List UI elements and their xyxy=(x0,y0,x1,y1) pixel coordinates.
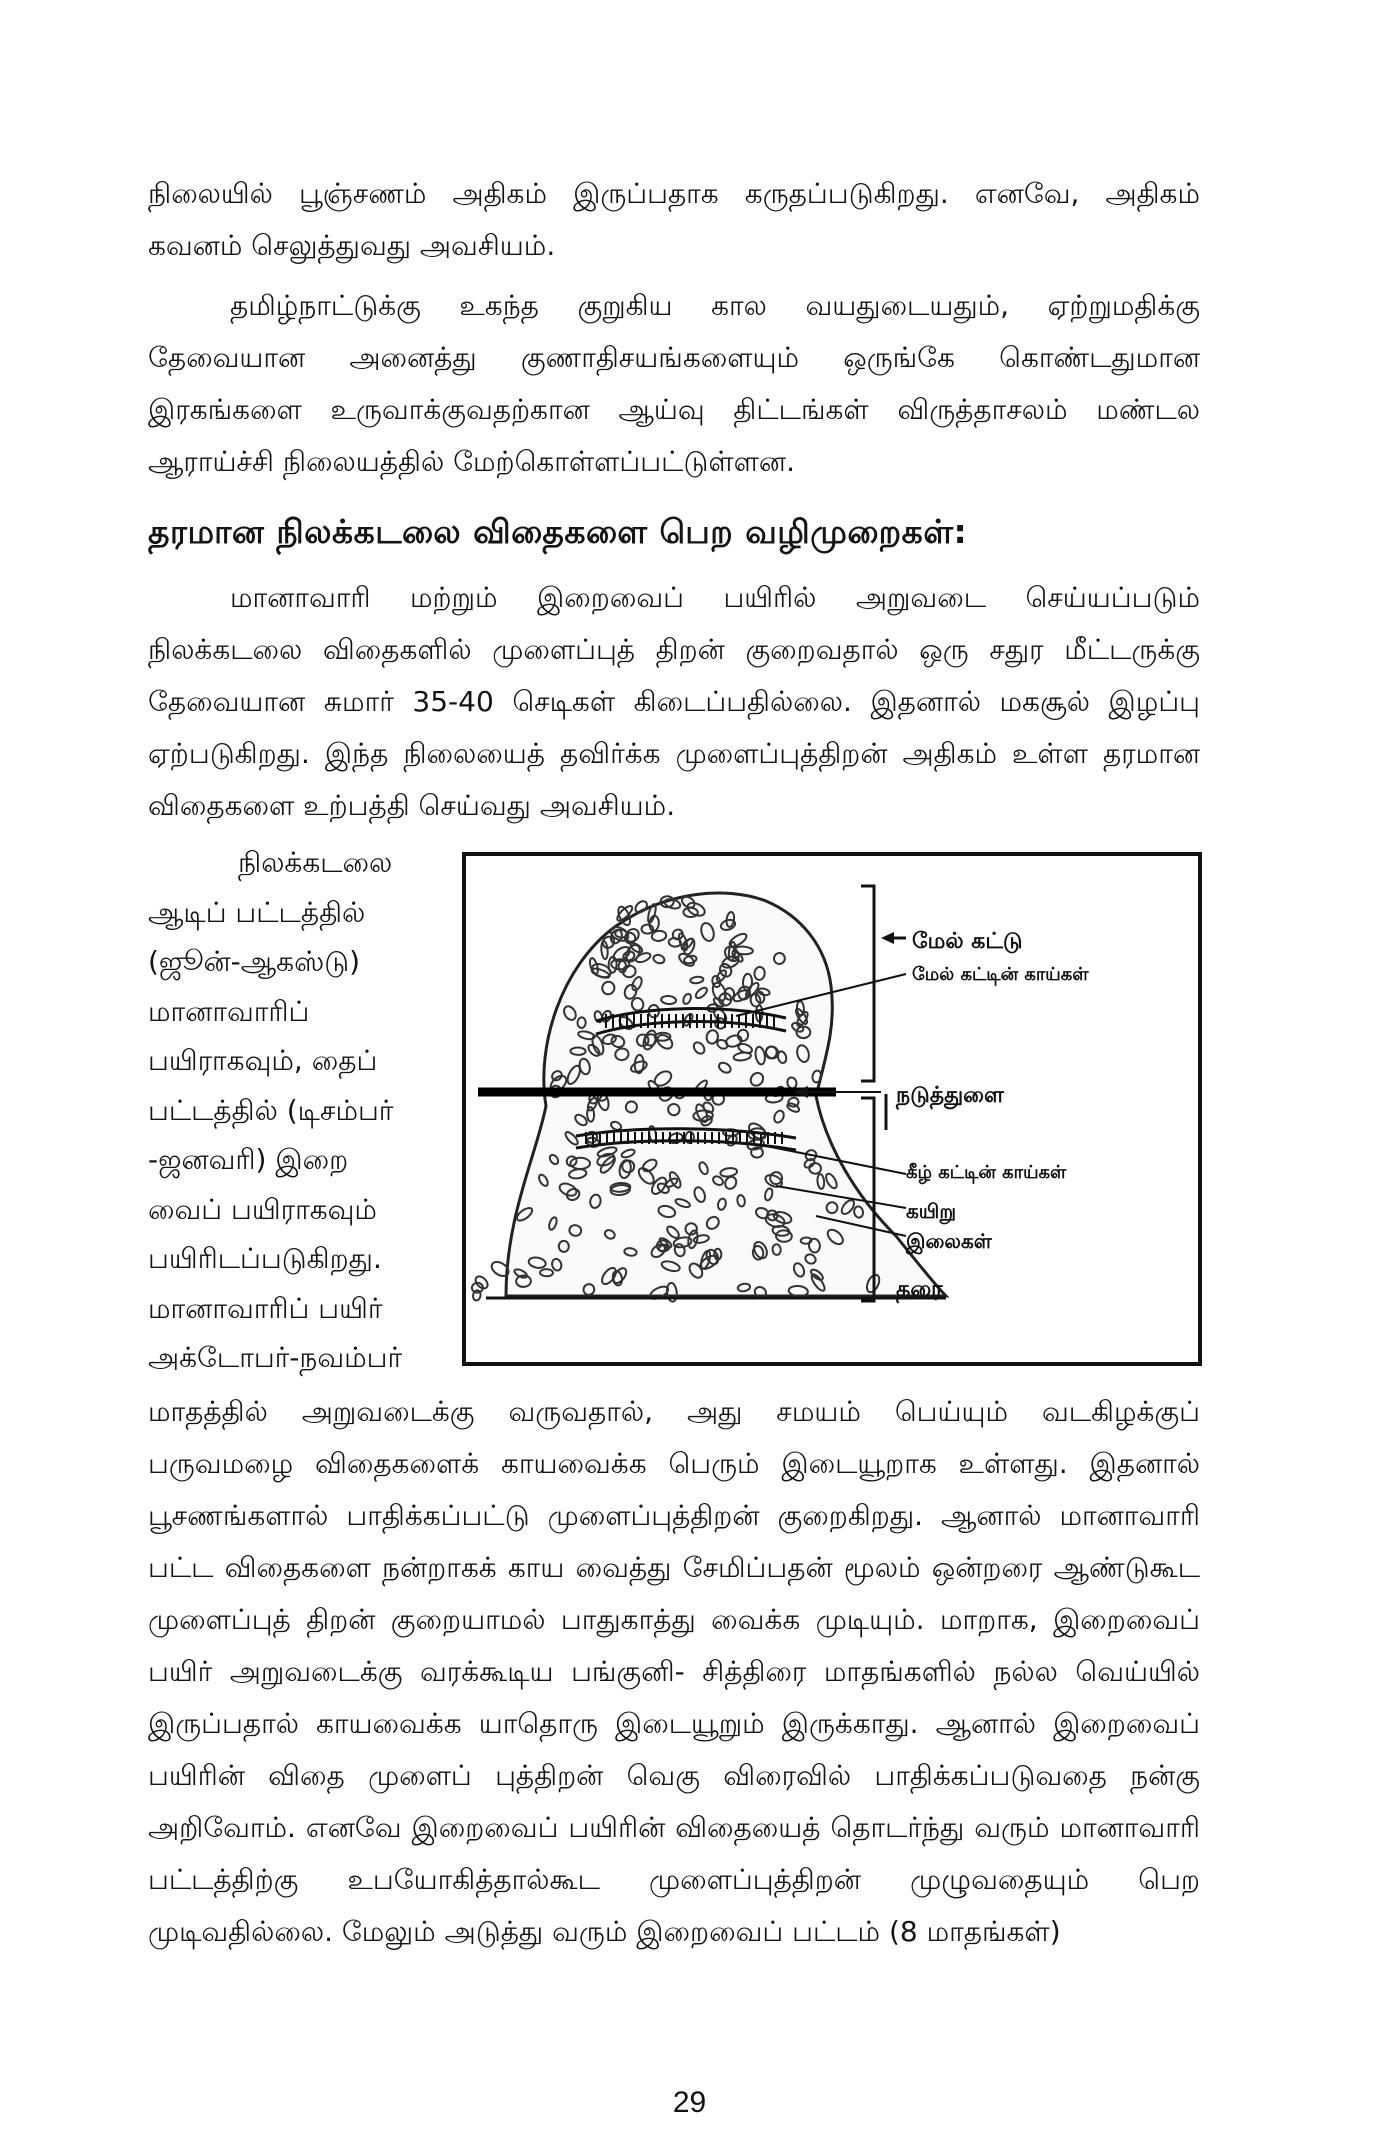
stack-drawing xyxy=(466,856,1198,1362)
side-text xyxy=(148,838,418,1383)
label-leaves: இலைகள் xyxy=(906,1229,992,1253)
pod-mark xyxy=(473,1274,490,1291)
paragraph-1: நிலையில் பூஞ்சணம் அதிகம் இருப்பதாக கருதப்படுகிறது. எனவே, அதிகம் கவனம் செலுத்துவது அவசியம். xyxy=(148,177,1200,262)
side-line: மானாவாரிப் பயிர் xyxy=(148,1291,383,1325)
side-line: பயிராகவும், தைப் xyxy=(148,1044,378,1077)
label-ground: தரை xyxy=(896,1277,943,1302)
side-line: (ஜூன்-ஆகஸ்டு) xyxy=(148,945,361,978)
side-line: வைப் பயிராகவும் xyxy=(148,1192,377,1226)
side-line: பயிரிடப்படுகிறது. xyxy=(148,1242,382,1275)
side-line: நிலக்கடலை xyxy=(238,846,393,879)
side-line: ஆடிப் பட்டத்தில் xyxy=(148,895,366,929)
paragraph-4: மாதத்தில் அறுவடைக்கு வருவதால், அது சமயம் பெய்யும் வடகிழக்குப் பருவமழை விதைகளைக் காயவைக்க பெரும் இடையூறாக உள்ளது. இதனால் பூசணங்களால் பாதிக்கப்பட்டு முளைப்புத்திறன் குறைகிறது. ஆனால் மானாவாரி பட்ட விதைகளை நன்றாகக் காய வைத்து சேமிப்பதன் மூலம் ஒன்றரை ஆண்டுகூட முளைப்புத் திறன் குறையாமல் பாதுகாத்து வைக்க முடியும். மாறாக, இறைவைப் பயிர் அறுவடைக்கு வரக்கூடிய பங்குனி- சித்திரை மாதங்களில் நல்ல வெய்யில் இருப்பதால் காயவைக்க யாதொரு இடையூறும் இருக்காது. ஆனால் இறைவைப் பயிரின் விதை முளைப் புத்திறன் வெகு விரைவில் பாதிக்கப்படுவதை நன்கு அறிவோம். எனவே இறைவைப் பயிரின் விதையைத் தொடர்ந்து வரும் மானாவாரி பட்டத்திற்கு உபயோகித்தால்கூட முளைப்புத்திறன் முழுவதையும் பெற முடிவதில்லை. மேலும் அடுத்து வரும் இறைவைப் பட்டம் (8 மாதங்கள்) xyxy=(148,1395,1200,1948)
text-with-figure xyxy=(148,838,1200,1386)
side-line: அக்டோபர்-நவம்பர் xyxy=(148,1341,403,1374)
side-line: -ஜனவரி) இறை xyxy=(148,1143,349,1176)
label-middle-hole: நடுத்துளை xyxy=(896,1083,1004,1108)
section-heading: தரமான நிலக்கடலை விதைகளை பெற வழிமுறைகள்: xyxy=(148,512,968,551)
side-line: மானாவாரிப் xyxy=(148,994,310,1028)
paragraph-3: மானாவாரி மற்றும் இறைவைப் பயிரில் அறுவடை செய்யப்படும் நிலக்கடலை விதைகளில் முளைப்புத் திறன் குறைவதால் ஒரு சதுர மீட்டருக்கு தேவையான சுமார் 35-40 செடிகள் கிடைப்பதில்லை. இதனால் மகசூல் இழப்பு ஏற்படுகிறது. இந்த நிலையைத் தவிர்க்க முளைப்புத்திறன் அதிகம் உள்ள தரமான விதைகளை உற்பத்தி செய்வது அவசியம். xyxy=(148,581,1200,822)
label-top-stack-pods: மேல் கட்டின் காய்கள் xyxy=(912,964,1089,985)
paragraph-2: தமிழ்நாட்டுக்கு உகந்த குறுகிய கால வயதுடையதும், ஏற்றுமதிக்கு தேவையான அனைத்து குணாதிசயங்களையும் ஒருங்கே கொண்டதுமான இரகங்களை உருவாக்குவதற்கான ஆய்வு திட்டங்கள் விருத்தாசலம் மண்டல ஆராய்ச்சி நிலையத்தில் மேற்கொள்ளப்பட்டுள்ளன. xyxy=(148,289,1200,478)
label-bottom-stack-pods: கீழ் கட்டின் காய்கள் xyxy=(906,1162,1067,1183)
groundnut-stack-figure xyxy=(462,852,1202,1366)
page-number: 29 xyxy=(672,2086,707,2119)
label-rope: கயிறு xyxy=(906,1199,957,1223)
side-line: பட்டத்தில் (டிசம்பர் xyxy=(148,1093,394,1127)
label-top-stack: மேல் கட்டு xyxy=(912,929,1023,954)
page-content xyxy=(148,168,1200,1958)
